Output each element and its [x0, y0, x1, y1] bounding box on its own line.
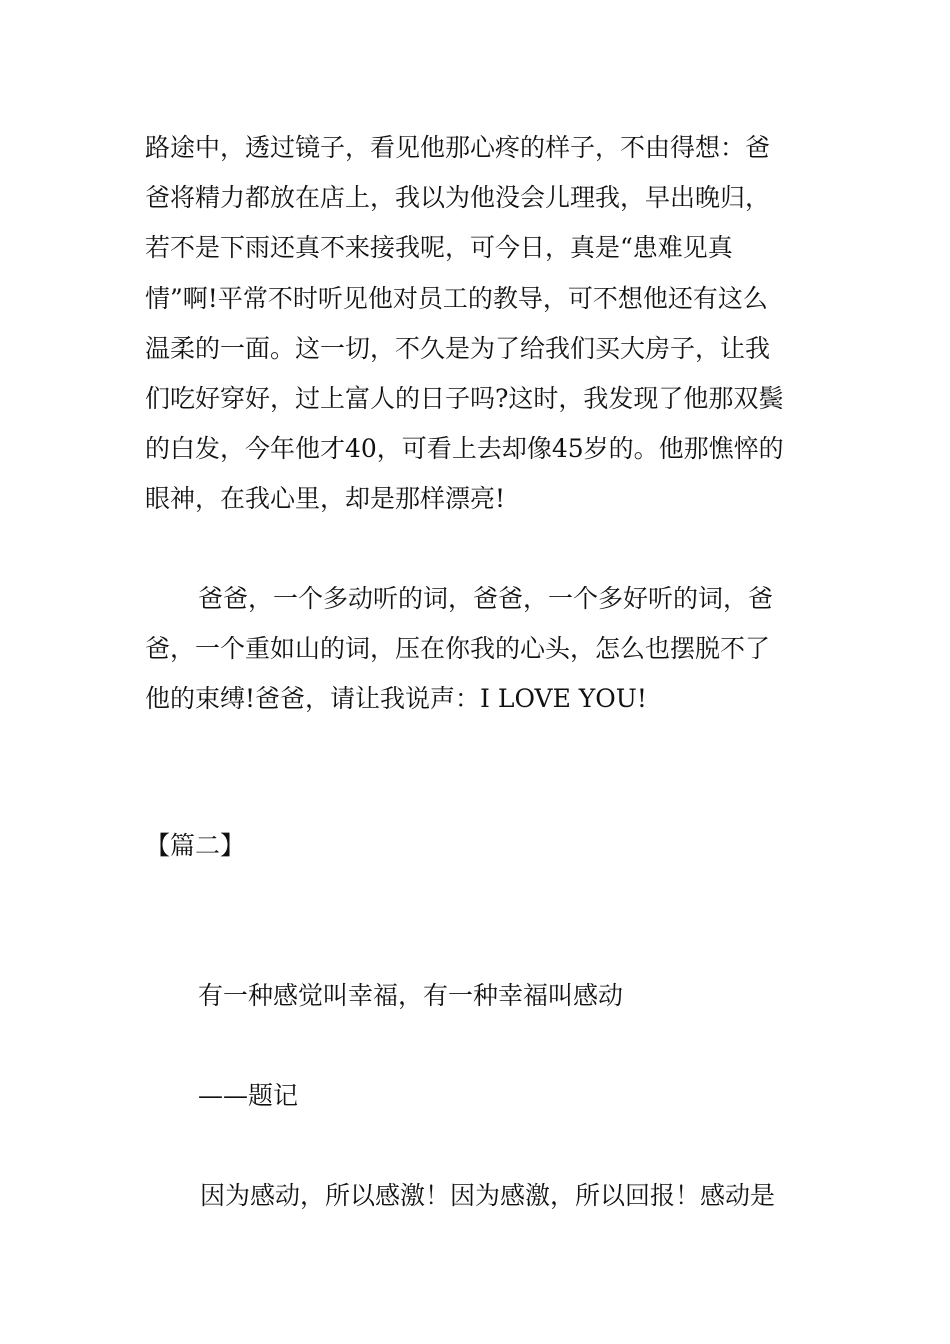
- paragraph-line: 们吃好穿好，过上富人的日子吗?这时，我发现了他那双鬓: [145, 384, 784, 413]
- paragraph-line: 爸爸，一个多动听的词，爸爸，一个多好听的词，爸: [198, 584, 774, 613]
- paragraph-line: 若不是下雨还真不来接我呢，可今日，真是“患难见真: [145, 233, 733, 262]
- paragraph-line: 情”啊!平常不时听见他对员工的教导，可不想他还有这么: [145, 284, 768, 313]
- paragraph-line: 温柔的一面。这一切，不久是为了给我们买大房子，让我: [145, 334, 771, 363]
- epigraph: 有一种感觉叫幸福，有一种幸福叫感动: [198, 981, 624, 1010]
- paragraph-line: 眼神，在我心里，却是那样漂亮!: [145, 484, 506, 513]
- paragraph-line: 爸，一个重如山的词，压在你我的心头，怎么也摆脱不了: [145, 634, 771, 663]
- epigraph-attribution: ——题记: [198, 1081, 299, 1110]
- paragraph-line: 路途中，透过镜子，看见他那心疼的样子，不由得想：爸: [145, 133, 771, 162]
- section-heading: 【篇二】: [145, 831, 246, 860]
- paragraph-line: 因为感动，所以感激！因为感激，所以回报！感动是: [200, 1181, 776, 1210]
- paragraph-line: 他的束缚!爸爸，请让我说声：I LOVE YOU!: [145, 684, 647, 713]
- paragraph-line: 的白发，今年他才40，可看上去却像45岁的。他那憔悴的: [145, 434, 784, 463]
- paragraph-line: 爸将精力都放在店上，我以为他没会儿理我，早出晚归，: [145, 183, 771, 212]
